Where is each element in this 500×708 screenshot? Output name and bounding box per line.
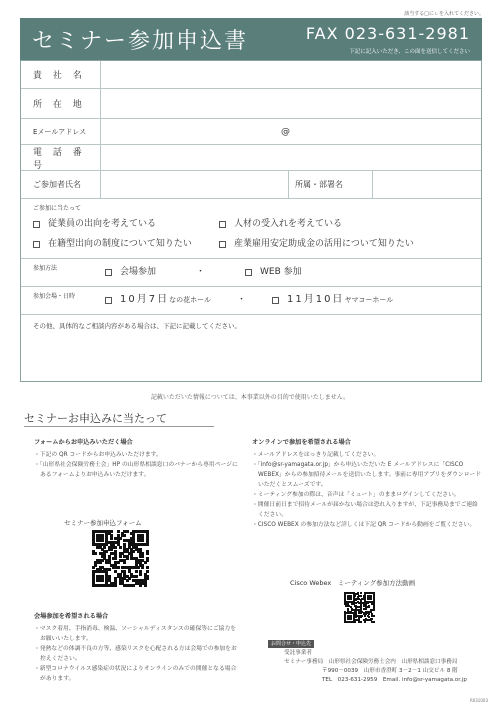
- qr-module: [354, 621, 356, 623]
- qr-module: [360, 592, 362, 594]
- phone-field[interactable]: [101, 145, 481, 170]
- purpose-option-1[interactable]: 従業員の出向を考えている: [33, 214, 219, 234]
- qr-module: [94, 552, 97, 555]
- privacy-note: 記載いただいた情報については、本事業以外の目的で使用いたしません。: [150, 394, 350, 401]
- qr-module: [126, 579, 129, 582]
- name-field[interactable]: [101, 171, 288, 198]
- qr-module: [132, 584, 135, 587]
- email-field[interactable]: [101, 119, 481, 144]
- qr-module: [114, 584, 117, 587]
- qr-module: [365, 608, 367, 610]
- qr-module: [363, 608, 365, 610]
- qr-module: [119, 546, 122, 549]
- qr-module: [139, 584, 142, 587]
- name-label: ご参加者氏名: [21, 171, 101, 198]
- qr-module: [373, 609, 375, 611]
- guide-title: セミナーお申込みに当たって: [24, 412, 167, 425]
- qr-module: [119, 555, 122, 558]
- online-apply-item: ・CISCO WEBEX の参加方法など詳しくは下記 QR コードから動画をご覧ください。: [252, 522, 476, 528]
- application-form: [20, 60, 482, 382]
- fax-number: FAX 023-631-2981: [305, 24, 470, 43]
- header-banner: [20, 18, 482, 60]
- free-text-caption: その他、具体的なご相談内容がある場合は、下記に記載してください。: [33, 322, 241, 330]
- qr-module: [114, 546, 117, 549]
- address-label: 所 在 地: [21, 89, 101, 118]
- company-row: [21, 61, 481, 89]
- venue-block: [21, 287, 481, 315]
- qr-module: [99, 561, 102, 564]
- address-row: [21, 89, 481, 119]
- qr-module: [117, 566, 120, 569]
- qr-module: [92, 566, 95, 569]
- qr-module: [101, 539, 104, 542]
- qr-module: [135, 575, 138, 578]
- venue-apply-item: ・新型コロナウイルス感染症の状況によりオンラインのみでの開催となる場合があります。: [34, 666, 237, 682]
- method-caption: 参加方法: [33, 265, 58, 272]
- fax-instruction: 下記に記入いただき、この面を送信してください: [349, 49, 470, 55]
- purpose-block: [21, 199, 481, 259]
- contact-line: 受託事業者: [284, 650, 312, 656]
- guide-left-column: [34, 438, 239, 480]
- qr-module: [355, 602, 357, 604]
- qr-module: [370, 598, 372, 600]
- phone-label: 電 話 番 号: [21, 145, 101, 170]
- venue-apply-item: ・マスク着用、手指消毒、検温、ソーシャルディスタンスの確保等にご協力をお願いいたします。: [34, 626, 237, 642]
- qr-module: [146, 566, 149, 569]
- method-web[interactable]: WEB 参加: [245, 262, 302, 282]
- dept-field[interactable]: [373, 171, 481, 198]
- name-row: [21, 171, 481, 199]
- qr-module: [350, 598, 352, 600]
- checkbox[interactable]: [272, 297, 279, 304]
- checkbox[interactable]: [105, 269, 112, 276]
- form-qr-code[interactable]: [92, 530, 148, 586]
- checkbox[interactable]: [33, 241, 40, 248]
- qr-module: [114, 557, 117, 560]
- online-apply-item: ・メールアドレスをはっきり記載してください。: [252, 452, 380, 458]
- checkbox[interactable]: [245, 269, 252, 276]
- online-apply-item: ・開催日前日まで招待メールが届かない場合は恐れ入りますが、下記事務局までご連絡ください。: [252, 502, 478, 518]
- phone-row: [21, 145, 481, 171]
- top-note: 該当する□にㇾを入れてください。: [404, 11, 484, 17]
- qr-module: [139, 573, 142, 576]
- email-at-sign: @: [281, 126, 290, 137]
- method-separator: ・: [196, 267, 206, 277]
- venue-options: [33, 290, 469, 310]
- qr-module: [146, 552, 149, 555]
- purpose-caption: ご参加に当たって: [33, 205, 82, 212]
- checkbox[interactable]: [105, 297, 112, 304]
- purpose-options-row1: [33, 214, 469, 234]
- purpose-option-2[interactable]: 人材の受入れを考えている: [219, 214, 342, 234]
- qr-module: [141, 566, 144, 569]
- qr-module: [360, 612, 362, 614]
- method-block: [21, 259, 481, 287]
- purpose-options-row2: [33, 234, 469, 254]
- qr-module: [350, 618, 352, 620]
- qr-module: [364, 615, 366, 617]
- purpose-option-3[interactable]: 在籍型出向の制度について知りたい: [33, 234, 219, 254]
- qr-module: [370, 611, 372, 613]
- qr-module: [373, 615, 375, 617]
- qr-module: [363, 605, 365, 607]
- email-label: Eメールアドレス: [21, 119, 101, 144]
- qr-module: [144, 584, 147, 587]
- qr-module: [141, 555, 144, 558]
- contact-line: 〒990－0039 山形市香澄町 3－2－1 山交ビル 8 階: [322, 668, 458, 674]
- company-field[interactable]: [101, 61, 481, 88]
- qr-module: [126, 530, 129, 533]
- qr-module: [355, 616, 357, 618]
- venue-caption: 参加会場・日時: [33, 293, 76, 300]
- dept-label: 所属・部署名: [288, 171, 373, 198]
- online-apply-item: ・ミーティング参加の際は、音声は「ミュート」のままログインしてください。: [252, 492, 460, 498]
- qr-module: [360, 621, 362, 623]
- company-label: 貴 社 名: [21, 61, 101, 88]
- document-code: R031003: [469, 698, 488, 703]
- venue-apply-heading: 会場参加を希望される場合: [34, 613, 109, 620]
- qr-module: [364, 621, 366, 623]
- qr-module: [373, 621, 375, 623]
- contact-badge: お問合せ・申込先: [268, 640, 314, 648]
- venue-option-2[interactable]: 11月10日 ヤマコーホール: [272, 290, 393, 310]
- free-text-area[interactable]: [21, 315, 481, 381]
- qr-module: [117, 530, 120, 533]
- venue-option-1[interactable]: 10月7日 なの花ホール: [105, 290, 211, 310]
- checkbox[interactable]: [219, 221, 226, 228]
- qr-module: [360, 595, 362, 597]
- form-apply-item: ・「山形県社会保険労務士会」HP の山形県相談窓口のバナーから専用ページにあるフォームよりお申込みいただけます。: [34, 462, 238, 478]
- method-options: [33, 262, 469, 282]
- venue-guide: [34, 612, 239, 684]
- contact-line: TEL 023-631-2959 Email. info@sr-yamagata.or.jp: [322, 677, 467, 683]
- venue-apply-item: ・発熱などの体調不良の方等、感染リスクを心配される方は会場での参加をお控えください。: [34, 646, 237, 662]
- qr-module: [110, 548, 113, 551]
- guide-underline: [24, 426, 214, 427]
- qr-module: [123, 534, 126, 537]
- webex-qr-caption: Cisco Webex ミーティング参加方法動画: [290, 579, 416, 587]
- checkbox[interactable]: [33, 221, 40, 228]
- guide-right-column: [252, 438, 482, 530]
- webex-qr-code[interactable]: [344, 592, 374, 622]
- qr-module: [137, 566, 140, 569]
- form-apply-heading: フォームからお申込みいただく場合: [34, 439, 133, 446]
- qr-module: [110, 537, 113, 540]
- venue-separator: ・: [236, 295, 246, 305]
- purpose-option-4[interactable]: 産業雇用安定助成金の活用について知りたい: [219, 234, 414, 254]
- contact-block: [268, 640, 483, 685]
- qr-module: [141, 539, 144, 542]
- online-apply-item: ・「info@sr-yamagata.or.jp」から申込いただいた E メールアドレスに「CISCO WEBEX」からの参加招待メールを送信いたします。事前に専用アプリをダウンロードいただくとスムーズです。: [252, 462, 482, 488]
- online-apply-heading: オンラインで参加を希望される場合: [252, 439, 351, 446]
- method-venue[interactable]: 会場参加: [105, 262, 156, 282]
- form-apply-item: ・下記の QR コードからお申込みいただけます。: [34, 452, 162, 458]
- form-qr-caption: セミナー参加申込フォーム: [64, 519, 142, 527]
- checkbox[interactable]: [219, 241, 226, 248]
- qr-module: [101, 579, 104, 582]
- contact-line: セミナー事務局 山形県社会保険労務士会内 山形県相談窓口事務局: [284, 659, 458, 665]
- address-field[interactable]: [101, 89, 481, 118]
- qr-module: [135, 570, 138, 573]
- qr-module: [146, 543, 149, 546]
- qr-module: [123, 561, 126, 564]
- email-row: [21, 119, 481, 145]
- page-title: セミナー参加申込書: [32, 29, 249, 54]
- qr-module: [368, 606, 370, 608]
